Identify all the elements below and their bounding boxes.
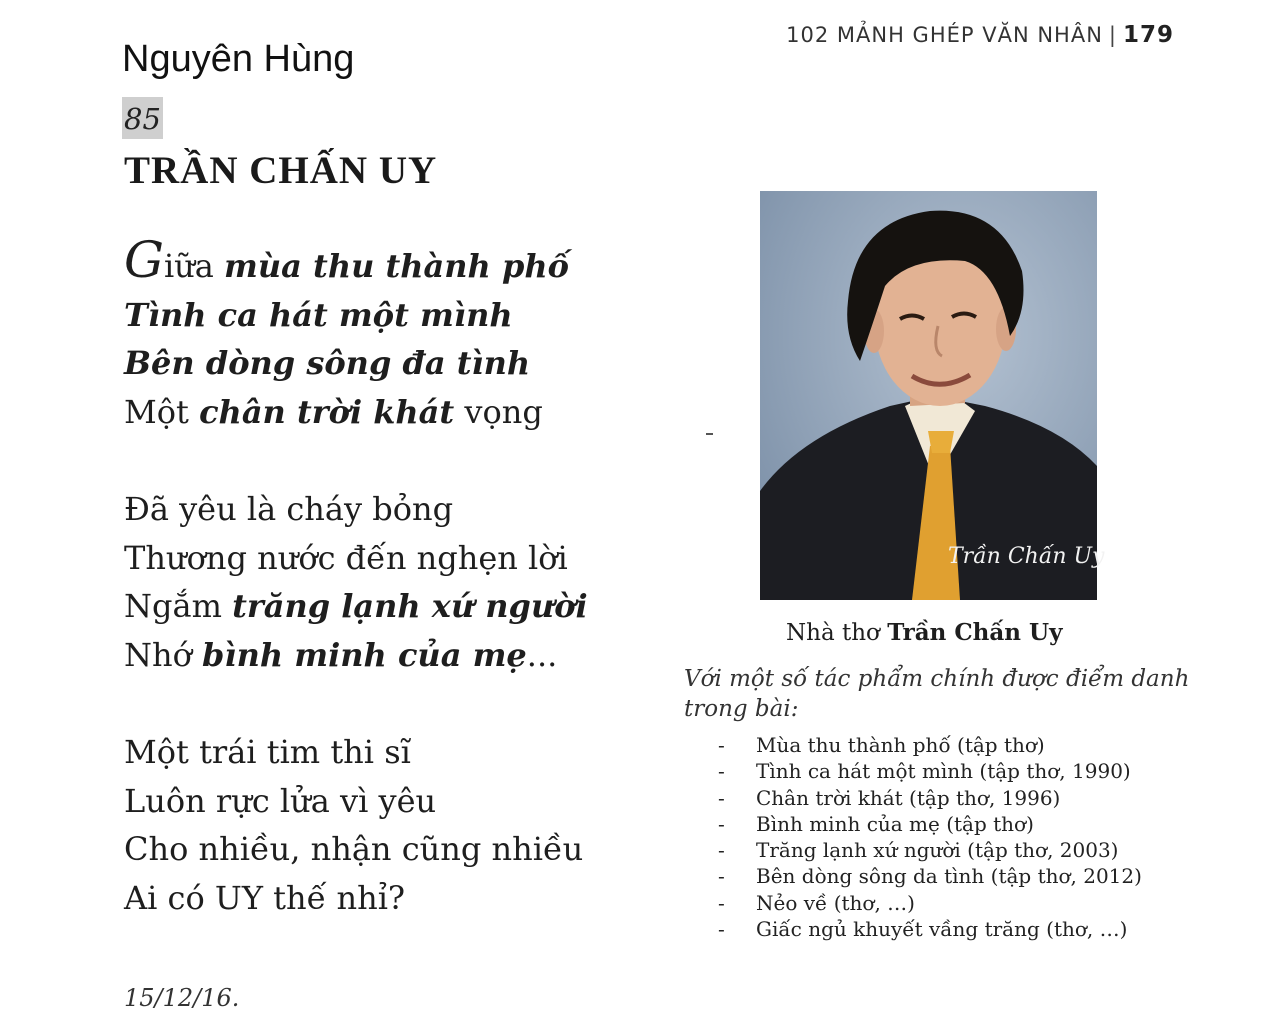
works-list-item: - Bên dòng sông da tình (tập thơ, 2012) <box>714 863 1142 889</box>
poem-stanza <box>124 485 644 679</box>
poem-line <box>124 485 644 534</box>
poem-line <box>124 534 644 583</box>
poem-line <box>124 339 644 388</box>
header-separator: | <box>1108 23 1117 47</box>
line-emphasis: chân trời khát <box>199 392 455 431</box>
line-plain: Luôn rực lửa vì yêu <box>124 781 437 820</box>
line-tail: vọng <box>454 392 543 431</box>
poem-line <box>124 231 644 291</box>
author-tag: Nguyên Hùng <box>122 38 355 80</box>
works-list <box>714 732 1142 942</box>
poem-line <box>124 582 644 631</box>
works-list-item: - Mùa thu thành phố (tập thơ) <box>714 732 1142 758</box>
entry-number: 85 <box>122 97 163 139</box>
poem-line <box>124 291 644 340</box>
line-plain: Ai có UY thế nhỉ? <box>124 878 406 917</box>
poem-stanza <box>124 231 644 436</box>
line-plain: Cho nhiều, nhận cũng nhiều <box>124 830 584 868</box>
portrait-signature: Trần Chấn Uy <box>948 544 1105 569</box>
line-plain: Một <box>124 392 200 431</box>
author-portrait <box>760 191 1097 600</box>
line-emphasis: trăng lạnh xứ người <box>232 587 588 625</box>
line-plain: Một trái tim thi sĩ <box>124 733 411 771</box>
line-plain: Đã yêu là cháy bỏng <box>124 490 454 528</box>
works-list-item: - Trăng lạnh xứ người (tập thơ, 2003) <box>714 837 1142 863</box>
line-emphasis: bình minh của mẹ <box>202 635 527 674</box>
works-list-item: - Nẻo về (thơ, …) <box>714 890 1142 916</box>
works-list-item: - Giấc ngủ khuyết vầng trăng (thơ, …) <box>714 916 1142 942</box>
poem-line <box>124 777 644 826</box>
poem-date: 15/12/16. <box>124 984 240 1012</box>
poem-line <box>124 825 644 874</box>
caption-name: Trần Chấn Uy <box>887 619 1063 646</box>
works-intro: Với một số tác phẩm chính được điểm danh trong bài: <box>684 666 1190 722</box>
line-emphasis: mùa thu thành phố <box>224 247 569 285</box>
poem-stanza <box>124 728 644 922</box>
drop-cap: G <box>124 231 164 289</box>
caption-prefix: Nhà thơ <box>786 620 888 646</box>
line-plain: Ngắm <box>124 587 233 625</box>
poem-line <box>124 631 644 680</box>
line-emphasis: Bên dòng sông đa tình <box>124 344 531 382</box>
page-number: 179 <box>1122 22 1174 48</box>
line-plain: Nhớ <box>124 635 203 674</box>
poem-line <box>124 874 644 923</box>
book-title: 102 MẢNH GHÉP VĂN NHÂN <box>786 23 1103 47</box>
stray-mark <box>706 433 713 435</box>
poem-line <box>124 728 644 777</box>
works-list-item: - Chân trời khát (tập thơ, 1996) <box>714 785 1142 811</box>
works-list-item: - Bình minh của mẹ (tập thơ) <box>714 811 1142 837</box>
line-tail: ... <box>526 635 558 674</box>
line-emphasis: Tình ca hát một mình <box>124 295 513 334</box>
entry-title: TRẦN CHẤN UY <box>124 149 438 192</box>
photo-caption <box>786 619 1062 646</box>
works-list-item: - Tình ca hát một mình (tập thơ, 1990) <box>714 758 1142 784</box>
poem <box>124 231 644 922</box>
poem-line <box>124 388 644 437</box>
running-head <box>786 22 1174 48</box>
line-plain: Thương nước đến nghẹn lời <box>124 538 568 577</box>
portrait-illustration <box>760 191 1097 600</box>
line-plain: iữa <box>163 247 225 285</box>
